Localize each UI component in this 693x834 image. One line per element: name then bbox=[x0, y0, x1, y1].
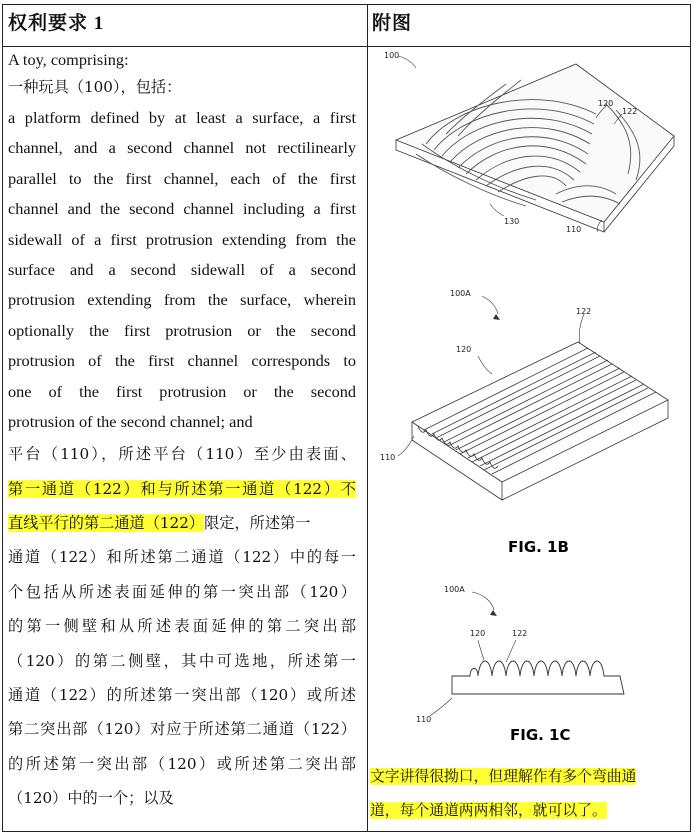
claim-cn-line: 通道（122）和所述第二通道（122）中的每一 bbox=[8, 548, 356, 567]
fig1a-label-120: 120 bbox=[598, 99, 614, 108]
fig1c-caption: FIG. 1C bbox=[510, 726, 571, 744]
patent-figures bbox=[366, 44, 688, 756]
claim-en-line: protrusion extending from the surface, wherein bbox=[8, 290, 356, 310]
claim-en-line: channel and the second channel including a first bbox=[8, 199, 356, 219]
fig1b-arrowhead bbox=[493, 314, 500, 320]
fig1a-label-130: 130 bbox=[504, 217, 520, 226]
claim-cn-line: 个包括从所述表面延伸的第一突出部（120） bbox=[8, 582, 356, 601]
claim-en-line: one of the first protrusion or the second bbox=[8, 381, 356, 401]
fig1c-label-120: 120 bbox=[470, 629, 486, 638]
claim-cn-line: （120）的第二侧壁，其中可选地，所述第一 bbox=[8, 651, 356, 670]
note-line bbox=[370, 794, 684, 828]
claim-text bbox=[8, 48, 356, 816]
highlight-span: 道，每个通道两两相邻，就可以了。 bbox=[370, 802, 607, 819]
fig1b-label-110: 110 bbox=[380, 453, 396, 462]
claim-en-line: optionally the first protrusion or the second bbox=[8, 320, 356, 340]
header-figure: 附图 bbox=[372, 13, 413, 34]
claim-en-line: sidewall of a first protrusion extending from the bbox=[8, 229, 356, 249]
fig1c-drawing bbox=[452, 661, 624, 694]
fig1a-label-100: 100 bbox=[384, 51, 400, 60]
fig1a-label-110: 110 bbox=[566, 225, 582, 234]
fig1c-label-100a: 100A bbox=[444, 585, 465, 594]
fig1c-arrowhead bbox=[490, 610, 497, 616]
fig1a-drawing bbox=[396, 64, 674, 232]
claim-en-line: a platform defined by at least a surface, a first bbox=[8, 108, 356, 127]
claim-en-line: channel, and a second channel not rectilinearly bbox=[8, 138, 356, 158]
fig1c-label-122: 122 bbox=[512, 629, 528, 638]
claim-cn-line: 的第一侧壁和从所述表面延伸的第二突出部 bbox=[8, 617, 356, 636]
claim-cn-line: 的所述第一突出部（120）或所述第二突出部 bbox=[8, 754, 356, 773]
fig1b-label-122: 122 bbox=[576, 307, 592, 316]
claim-en-first: A toy, comprising: bbox=[8, 50, 129, 69]
annotation-note bbox=[370, 760, 684, 828]
note-line bbox=[370, 760, 684, 794]
fig1c-label-110: 110 bbox=[416, 715, 432, 724]
fig1b-caption: FIG. 1B bbox=[508, 538, 569, 556]
highlight-span: 第一通道（122）和与所述第一通道（122）不 bbox=[8, 479, 356, 498]
highlight-span: 直线平行的第二通道（122） bbox=[8, 514, 205, 533]
claim-en-line: protrusion of the first channel corresponds to bbox=[8, 351, 356, 371]
fig1c-leaders bbox=[430, 592, 516, 716]
claim-cn-line-highlighted bbox=[8, 472, 356, 506]
claim-cn-first: 一种玩具（100），包括： bbox=[8, 78, 182, 96]
claim-cn-text: 限定，所述第一 bbox=[204, 514, 311, 533]
claim-cn-line: 平台（110），所述平台（110）至少由表面、 bbox=[8, 445, 356, 464]
highlight-span: 文字讲得很拗口，但理解作有多个弯曲通 bbox=[370, 768, 637, 785]
fig1a-label-122: 122 bbox=[622, 107, 638, 116]
claim-en-line: parallel to the first channel, each of the first bbox=[8, 168, 356, 188]
fig1b-label-120: 120 bbox=[456, 345, 472, 354]
header-claim: 权利要求 1 bbox=[8, 13, 105, 34]
claim-en-line: protrusion of the second channel; and bbox=[8, 411, 253, 431]
claim-en-line: surface and a second sidewall of a second bbox=[8, 259, 356, 279]
fig1b-label-100a: 100A bbox=[450, 289, 471, 298]
claim-cn-line: 通道（122）的所述第一突出部（120）或所述 bbox=[8, 686, 356, 705]
claim-cn-line bbox=[8, 506, 356, 540]
claim-cn-line: （120）中的一个；以及 bbox=[8, 789, 174, 808]
fig1b-drawing bbox=[412, 342, 668, 500]
claim-cn-line: 第二突出部（120）对应于所述第二通道（122） bbox=[8, 720, 356, 739]
